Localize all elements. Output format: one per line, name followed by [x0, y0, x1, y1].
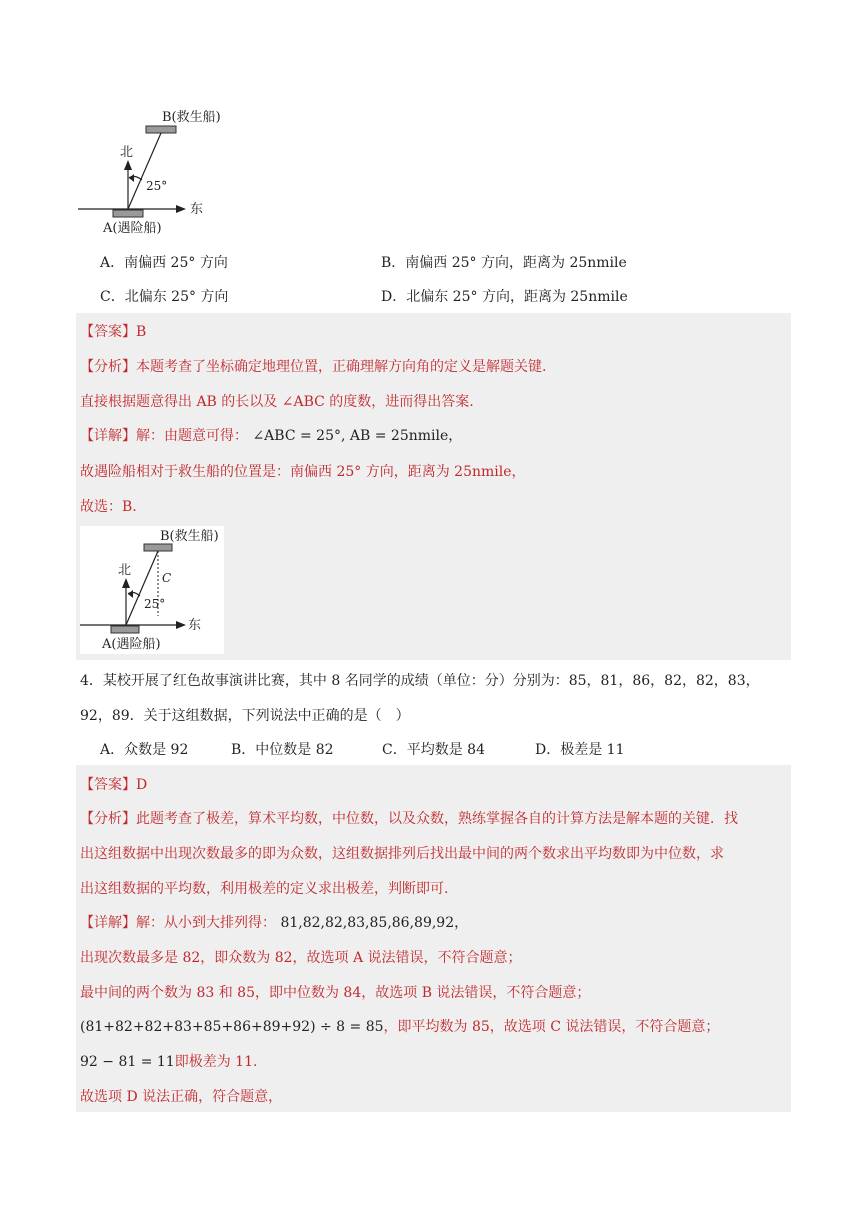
q4-detail-math: 81,82,82,83,85,86,89,92， [280, 915, 469, 931]
rescue-ship-label: B(救生船) [162, 110, 221, 125]
rescue-ship-icon-2 [144, 544, 172, 551]
q3-analysis-2: 直接根据题意得出 AB 的长以及 ∠ABC 的度数，进而得出答案. [80, 394, 474, 410]
q4-detail-label: 【详解】解：从小到大排列得： [80, 915, 276, 931]
q4-line-3-math: (81+82+82+83+85+86+89+92) ÷ 8 = 85 [80, 1019, 384, 1035]
rescue-ship-icon [146, 126, 176, 133]
q4-answer: 【答案】D [80, 777, 148, 793]
q4-line-4-math: 92 − 81 = 11 [80, 1054, 175, 1070]
distressed-ship-icon [113, 210, 143, 217]
q3-choose: 故选：B. [80, 499, 137, 515]
option-d: D．北偏东 25° 方向，距离为 25nmile [381, 289, 628, 305]
q4-line-5: 故选项 D 说法正确，符合题意， [80, 1089, 283, 1105]
east-label: 东 [190, 202, 204, 217]
q4-analysis-3: 出这组数据的平均数，利用极差的定义求出极差，判断即可. [80, 881, 449, 897]
direction-diagram-1 [76, 104, 236, 238]
q3-analysis: 【分析】本题考查了坐标确定地理位置，正确理解方向角的定义是解题关键. [80, 359, 547, 375]
q4-line-4 [80, 1051, 257, 1071]
distressed-ship-icon-2 [111, 626, 139, 633]
q4-line-4-text: 即极差为 11. [174, 1054, 258, 1070]
q4-line-3 [80, 1016, 719, 1036]
east-label-2: 东 [188, 618, 202, 633]
q4-detail [80, 912, 468, 932]
north-label-2: 北 [118, 563, 132, 578]
q4-analysis-1: 【分析】此题考查了极差，算术平均数，中位数，以及众数，熟练掌握各自的计算方法是解本题的关键．找 [80, 811, 738, 827]
q4-line-2: 最中间的两个数为 83 和 85，即中位数为 84，故选项 B 说法错误，不符合题意； [80, 985, 591, 1001]
q3-detail-2: 故遇险船相对于救生船的位置是：南偏西 25° 方向，距离为 25nmile， [80, 464, 526, 480]
q4-stem-1: 4．某校开展了红色故事演讲比赛，其中 8 名同学的成绩（单位：分）分别为：85，81，86，82，82，83， [80, 673, 760, 689]
angle-label-2: 25° [144, 597, 166, 611]
q4-line-3-text: ，即平均数为 85，故选项 C 说法错误，不符合题意； [383, 1019, 720, 1035]
rescue-ship-label-2: B(救生船) [160, 529, 219, 544]
q4-option-b: B．中位数是 82 [231, 742, 334, 758]
q4-option-a: A．众数是 92 [100, 742, 189, 758]
direction-diagram-2 [78, 524, 228, 654]
q4-line-1: 出现次数最多是 82，即众数为 82，故选项 A 说法错误，不符合题意； [80, 950, 522, 966]
q3-detail-label: 【详解】解：由题意可得： [80, 428, 248, 444]
q4-analysis-2: 出这组数据中出现次数最多的即为众数，这组数据排列后找出最中间的两个数求出平均数即为中位数，求 [80, 846, 724, 862]
q3-answer: 【答案】B [80, 324, 147, 340]
option-a: A．南偏西 25° 方向 [100, 255, 228, 271]
angle-label: 25° [146, 179, 168, 193]
option-b: B．南偏西 25° 方向，距离为 25nmile [381, 255, 627, 271]
distressed-ship-label-2: A(遇险船) [102, 637, 161, 652]
option-c: C．北偏东 25° 方向 [100, 289, 229, 305]
distressed-ship-label: A(遇险船) [103, 221, 162, 236]
q4-stem-2: 92，89．关于这组数据，下列说法中正确的是（ ） [80, 708, 410, 724]
q4-option-c: C．平均数是 84 [382, 742, 485, 758]
north-label: 北 [120, 145, 134, 160]
q4-option-d: D．极差是 11 [535, 742, 625, 758]
q3-detail [80, 425, 462, 445]
point-c-label: C [162, 571, 172, 585]
q3-detail-math: ∠ABC = 25°, AB = 25nmile， [252, 428, 463, 444]
